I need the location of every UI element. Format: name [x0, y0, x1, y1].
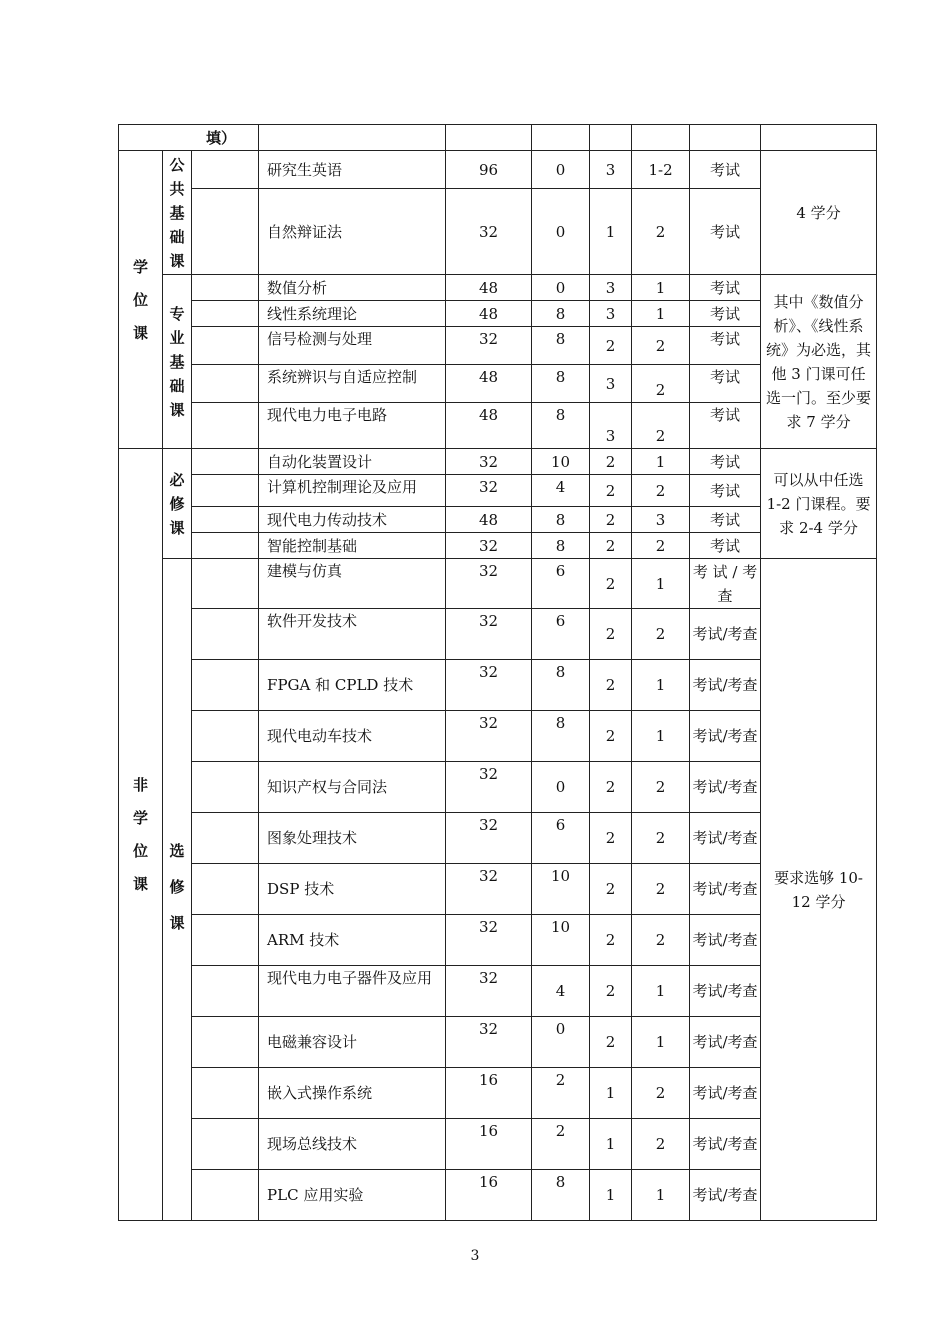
blank-cell	[192, 660, 259, 711]
page-number: 3	[470, 1248, 480, 1264]
course-credits: 2	[590, 966, 632, 1017]
course-credits: 1	[590, 189, 632, 275]
course-name: 自动化装置设计	[259, 449, 446, 475]
course-semester: 2	[632, 1119, 690, 1170]
course-assessment: 考试/考查	[690, 1068, 761, 1119]
course-credits: 2	[590, 915, 632, 966]
course-lab-hours: 8	[532, 327, 590, 365]
course-credits: 2	[590, 864, 632, 915]
course-row	[119, 449, 877, 475]
course-name: 现代电动车技术	[259, 711, 446, 762]
course-name: 电磁兼容设计	[259, 1017, 446, 1068]
course-hours: 32	[446, 189, 532, 275]
course-name: DSP 技术	[259, 864, 446, 915]
course-assessment: 考试	[690, 365, 761, 403]
blank-cell	[192, 711, 259, 762]
course-name: 现代电力传动技术	[259, 507, 446, 533]
course-credits: 2	[590, 1017, 632, 1068]
course-assessment: 考试	[690, 475, 761, 507]
course-assessment: 考试	[690, 327, 761, 365]
course-semester: 2	[632, 403, 690, 449]
blank-cell	[192, 559, 259, 609]
subgroup-public-basic: 公 共 基 础 课	[163, 151, 192, 275]
subgroup-required: 必 修 课	[163, 449, 192, 559]
course-assessment: 考试	[690, 507, 761, 533]
course-assessment: 考试/考查	[690, 1017, 761, 1068]
course-semester: 1	[632, 966, 690, 1017]
course-assessment: 考试	[690, 275, 761, 301]
course-name: 嵌入式操作系统	[259, 1068, 446, 1119]
course-lab-hours: 8	[532, 365, 590, 403]
subgroup-elective: 选 修 课	[163, 559, 192, 1221]
course-hours: 32	[446, 1017, 532, 1068]
course-lab-hours: 8	[532, 1170, 590, 1221]
course-hours: 32	[446, 533, 532, 559]
course-credits: 1	[590, 1119, 632, 1170]
course-lab-hours: 4	[532, 966, 590, 1017]
header-fragment-cell: 填）	[119, 125, 259, 151]
course-name: 现场总线技术	[259, 1119, 446, 1170]
course-semester: 1-2	[632, 151, 690, 189]
course-credits: 2	[590, 327, 632, 365]
course-assessment: 考试	[690, 533, 761, 559]
course-hours: 96	[446, 151, 532, 189]
course-assessment: 考试/考查	[690, 966, 761, 1017]
course-semester: 2	[632, 762, 690, 813]
course-credits: 3	[590, 275, 632, 301]
group-degree: 学 位 课	[119, 151, 163, 449]
course-name: 智能控制基础	[259, 533, 446, 559]
blank-cell	[192, 1017, 259, 1068]
course-name: 数值分析	[259, 275, 446, 301]
course-hours: 32	[446, 711, 532, 762]
course-hours: 32	[446, 915, 532, 966]
blank-cell	[192, 151, 259, 189]
course-lab-hours: 8	[532, 507, 590, 533]
blank-cell	[192, 403, 259, 449]
course-row	[119, 559, 877, 609]
course-credits: 2	[590, 609, 632, 660]
course-name: 系统辨识与自适应控制	[259, 365, 446, 403]
course-name: FPGA 和 CPLD 技术	[259, 660, 446, 711]
course-lab-hours: 0	[532, 275, 590, 301]
blank-cell	[192, 966, 259, 1017]
course-lab-hours: 0	[532, 189, 590, 275]
course-assessment: 考试	[690, 301, 761, 327]
course-assessment: 考试/考查	[690, 711, 761, 762]
course-name: 现代电力电子电路	[259, 403, 446, 449]
course-semester: 1	[632, 1017, 690, 1068]
course-credits: 3	[590, 365, 632, 403]
blank-cell	[192, 864, 259, 915]
blank-cell	[192, 301, 259, 327]
course-credits: 3	[590, 151, 632, 189]
course-semester: 2	[632, 475, 690, 507]
course-hours: 16	[446, 1119, 532, 1170]
blank-cell	[192, 609, 259, 660]
note-public: 4 学分	[761, 151, 877, 275]
course-credits: 2	[590, 507, 632, 533]
course-credits: 2	[590, 475, 632, 507]
course-lab-hours: 6	[532, 559, 590, 609]
course-lab-hours: 10	[532, 915, 590, 966]
course-name: 图象处理技术	[259, 813, 446, 864]
course-credits: 1	[590, 1068, 632, 1119]
course-semester: 2	[632, 915, 690, 966]
course-lab-hours: 0	[532, 151, 590, 189]
course-name: 软件开发技术	[259, 609, 446, 660]
course-credits: 3	[590, 403, 632, 449]
course-hours: 32	[446, 660, 532, 711]
course-assessment: 考试/考查	[690, 660, 761, 711]
course-name: 现代电力电子器件及应用	[259, 966, 446, 1017]
course-credits: 2	[590, 449, 632, 475]
blank-cell	[192, 813, 259, 864]
course-semester: 1	[632, 711, 690, 762]
course-semester: 2	[632, 533, 690, 559]
course-hours: 32	[446, 609, 532, 660]
blank-cell	[192, 365, 259, 403]
note-major: 其中《数值分析》、《线性系统》为必选，其他 3 门课可任选一门。至少要求 7 学分	[761, 275, 877, 449]
course-semester: 2	[632, 189, 690, 275]
course-lab-hours: 8	[532, 301, 590, 327]
course-semester: 1	[632, 301, 690, 327]
course-name: 自然辩证法	[259, 189, 446, 275]
course-semester: 2	[632, 609, 690, 660]
course-semester: 1	[632, 449, 690, 475]
course-assessment: 考试/考查	[690, 813, 761, 864]
course-hours: 48	[446, 365, 532, 403]
course-credits: 1	[590, 1170, 632, 1221]
course-credits: 2	[590, 660, 632, 711]
course-row	[119, 151, 877, 189]
blank-cell	[192, 275, 259, 301]
course-lab-hours: 8	[532, 660, 590, 711]
course-assessment: 考试/考查	[690, 864, 761, 915]
course-lab-hours: 0	[532, 762, 590, 813]
course-assessment: 考试/考查	[690, 762, 761, 813]
blank-cell	[192, 449, 259, 475]
course-lab-hours: 10	[532, 864, 590, 915]
header-fragment-row	[119, 125, 877, 151]
course-hours: 32	[446, 475, 532, 507]
course-semester: 1	[632, 660, 690, 711]
course-lab-hours: 8	[532, 711, 590, 762]
course-lab-hours: 2	[532, 1119, 590, 1170]
course-hours: 16	[446, 1068, 532, 1119]
course-assessment: 考试	[690, 449, 761, 475]
course-semester: 2	[632, 813, 690, 864]
course-lab-hours: 6	[532, 609, 590, 660]
course-name: PLC 应用实验	[259, 1170, 446, 1221]
course-semester: 1	[632, 275, 690, 301]
blank-cell	[192, 915, 259, 966]
blank-cell	[192, 1170, 259, 1221]
course-lab-hours: 8	[532, 533, 590, 559]
course-credits: 2	[590, 533, 632, 559]
course-hours: 32	[446, 864, 532, 915]
blank-cell	[192, 189, 259, 275]
course-hours: 32	[446, 762, 532, 813]
blank-cell	[192, 1068, 259, 1119]
course-semester: 1	[632, 559, 690, 609]
course-credits: 2	[590, 711, 632, 762]
blank-cell	[192, 327, 259, 365]
course-assessment: 考试/考查	[690, 609, 761, 660]
course-semester: 2	[632, 327, 690, 365]
course-assessment: 考试/考查	[690, 1119, 761, 1170]
group-non-degree: 非 学 位 课	[119, 449, 163, 1221]
course-name: 计算机控制理论及应用	[259, 475, 446, 507]
course-hours: 48	[446, 507, 532, 533]
course-semester: 2	[632, 365, 690, 403]
course-hours: 32	[446, 813, 532, 864]
course-row	[119, 275, 877, 301]
course-name: 信号检测与处理	[259, 327, 446, 365]
course-hours: 32	[446, 327, 532, 365]
course-lab-hours: 0	[532, 1017, 590, 1068]
blank-cell	[192, 1119, 259, 1170]
course-assessment: 考试	[690, 151, 761, 189]
course-name: ARM 技术	[259, 915, 446, 966]
course-hours: 48	[446, 301, 532, 327]
course-assessment: 考试/考查	[690, 1170, 761, 1221]
course-credits: 2	[590, 762, 632, 813]
subgroup-major-basic: 专 业 基 础 课	[163, 275, 192, 449]
course-credits: 2	[590, 813, 632, 864]
course-name: 知识产权与合同法	[259, 762, 446, 813]
course-credits: 3	[590, 301, 632, 327]
course-hours: 32	[446, 559, 532, 609]
course-hours: 48	[446, 403, 532, 449]
course-credits: 2	[590, 559, 632, 609]
course-hours: 48	[446, 275, 532, 301]
course-assessment: 考 试 / 考查	[690, 559, 761, 609]
course-semester: 3	[632, 507, 690, 533]
course-lab-hours: 10	[532, 449, 590, 475]
note-elective: 要求选够 10-12 学分	[761, 559, 877, 1221]
course-lab-hours: 8	[532, 403, 590, 449]
course-lab-hours: 2	[532, 1068, 590, 1119]
blank-cell	[192, 762, 259, 813]
course-assessment: 考试	[690, 189, 761, 275]
course-hours: 32	[446, 966, 532, 1017]
note-required: 可以从中任选 1-2 门课程。要求 2-4 学分	[761, 449, 877, 559]
course-lab-hours: 4	[532, 475, 590, 507]
blank-cell	[192, 507, 259, 533]
course-assessment: 考试/考查	[690, 915, 761, 966]
course-semester: 2	[632, 864, 690, 915]
blank-cell	[192, 475, 259, 507]
course-semester: 2	[632, 1068, 690, 1119]
curriculum-table	[118, 124, 877, 1221]
course-semester: 1	[632, 1170, 690, 1221]
course-assessment: 考试	[690, 403, 761, 449]
course-hours: 32	[446, 449, 532, 475]
course-name: 建模与仿真	[259, 559, 446, 609]
blank-cell	[192, 533, 259, 559]
course-name: 研究生英语	[259, 151, 446, 189]
course-lab-hours: 6	[532, 813, 590, 864]
course-hours: 16	[446, 1170, 532, 1221]
course-name: 线性系统理论	[259, 301, 446, 327]
